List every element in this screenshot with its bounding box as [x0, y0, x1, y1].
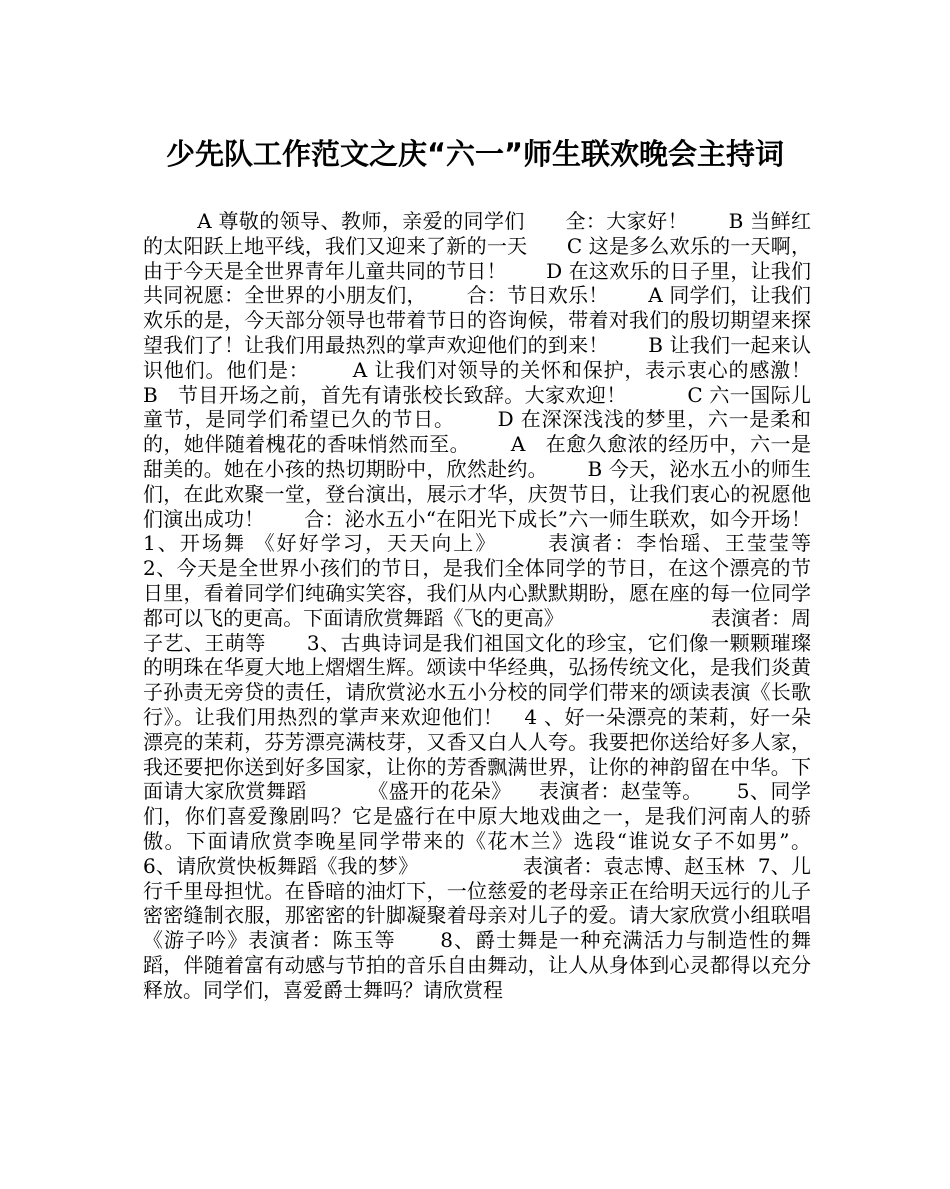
page-title: 少先队工作范文之庆“六一”师生联欢晚会主持词	[165, 137, 785, 171]
body-text: A 尊敬的领导、教师，亲爱的同学们 全：大家好！ B 当鲜红的太阳跃上地平线，我们又迎来了新的一天 C 这是多么欢乐的一天啊，由于今天是全世界青年儿童共同的节日！ D 在这欢乐的日子里，让我们共同祝愿：全世界的小朋友们， 合：节日欢乐！ A 同学们，让我们欢乐的是，今天部分领导也带着节日的咨询候，带着对我们的殷切期望来探望我们了！让我们用最热烈的掌声欢迎他们的到来！ B 让我们一起来认识他们。他们是： A 让我们对领导的关怀和保护，表示衷心的感激！ B 节目开场之前，首先有请张校长致辞。大家欢迎！ C 六一国际儿童节，是同学们希望已久的节日。 D 在深深浅浅的梦里，六一是柔和的，她伴随着槐花的香味悄然而至。 A 在愈久愈浓的经历中，六一是甜美的。她在小孩的热切期盼中，欣然赴约。 B 今天，泌水五小的师生们，在此欢聚一堂，登台演出，展示才华，庆贺节日，让我们衷心的祝愿他们演出成功！ 合：泌水五小“在阳光下成长”六一师生联欢，如今开场！ 1、开场舞 《好好学习，天天向上》 表演者：李怡瑶、王莹莹等 2、今天是全世界小孩们的节日，是我们全体同学的节日，在这个漂亮的节日里，看着同学们纯确实笑容，我们从内心默默期盼，愿在座的每一位同学都可以飞的更高。下面请欣赏舞蹈《飞的更高》 表演者：周子艺、王萌等 3、古典诗词是我们祖国文化的珍宝，它们像一颗颗璀璨的明珠在华夏大地上熠熠生辉。颂读中华经典，弘扬传统文化，是我们炎黄子孙责无旁贷的责任，请欣赏泌水五小分校的同学们带来的颂读表演《长歌行》。让我们用热烈的掌声来欢迎他们！ 4 、好一朵漂亮的茉莉，好一朵漂亮的茉莉，芬芳漂亮满枝芽，又香又白人人夸。我要把你送给好多人家，我还要把你送到好多国家，让你的芳香飘满世界，让你的神韵留在中华。下面请大家欣赏舞蹈 《盛开的花朵》 表演者：赵莹等。 5、同学们，你们喜爱豫剧吗？它是盛行在中原大地戏曲之一，是我们河南人的骄傲。下面请欣赏李晚星同学带来的《花木兰》选段“谁说女子不如男”。 6、请欣赏快板舞蹈《我的梦》 表演者：袁志博、赵玉林 7、儿行千里母担忧。在昏暗的油灯下，一位慈爱的老母亲正在给明天远行的儿子密密缝制衣服，那密密的针脚凝聚着母亲对儿子的爱。请大家欣赏小组联唱《游子吟》表演者：陈玉等 8、爵士舞是一种充满活力与制造性的舞蹈，伴随着富有动感与节拍的音乐自由舞动，让人从身体到心灵都得以充分释放。同学们，喜爱爵士舞吗？请欣赏程	[143, 209, 869, 1002]
